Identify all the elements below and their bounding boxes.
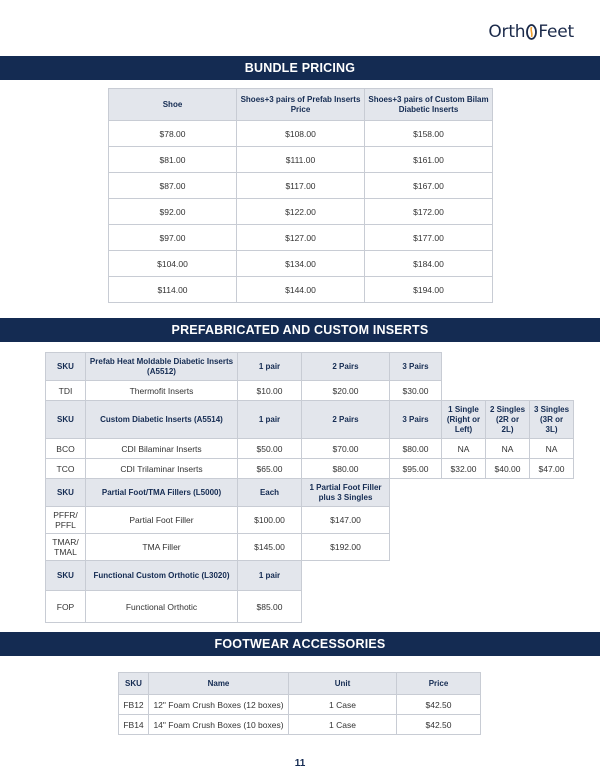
table-cell: $194.00 xyxy=(365,277,493,303)
sku-cell: FOP xyxy=(46,591,86,623)
column-header: 3 Singles (3R or 3L) xyxy=(530,401,574,439)
sku-cell: BCO xyxy=(46,439,86,459)
table-cell: $92.00 xyxy=(109,199,237,225)
table-cell: $42.50 xyxy=(397,695,481,715)
table-cell: $184.00 xyxy=(365,251,493,277)
table-cell: $134.00 xyxy=(237,251,365,277)
table-cell: 1 Case xyxy=(289,715,397,735)
table-cell: $104.00 xyxy=(109,251,237,277)
column-header: Unit xyxy=(289,673,397,695)
partial-header-row xyxy=(46,479,574,507)
table-cell: $100.00 xyxy=(238,507,302,534)
table-cell: $117.00 xyxy=(237,173,365,199)
table-cell: $167.00 xyxy=(365,173,493,199)
bundle-pricing-heading: BUNDLE PRICING xyxy=(0,56,600,80)
column-header: SKU xyxy=(119,673,149,695)
table-cell: $80.00 xyxy=(302,459,390,479)
table-header-row xyxy=(119,673,481,695)
table-row xyxy=(46,459,574,479)
table-cell: $147.00 xyxy=(302,507,390,534)
table-cell: $10.00 xyxy=(238,381,302,401)
column-header: Shoes+3 pairs of Custom Bilam Diabetic Inserts xyxy=(365,89,493,121)
column-header: 1 Single (Right or Left) xyxy=(442,401,486,439)
inserts-table xyxy=(45,352,574,623)
column-header: 1 pair xyxy=(238,401,302,439)
column-header: Functional Custom Orthotic (L3020) xyxy=(86,561,238,591)
table-cell: NA xyxy=(530,439,574,459)
table-cell: $20.00 xyxy=(302,381,390,401)
empty-cell xyxy=(390,479,574,507)
table-row xyxy=(46,591,574,623)
table-cell: $158.00 xyxy=(365,121,493,147)
table-row xyxy=(109,173,493,199)
table-cell: NA xyxy=(442,439,486,459)
accessories-heading: FOOTWEAR ACCESSORIES xyxy=(0,632,600,656)
table-row xyxy=(109,251,493,277)
table-cell: NA xyxy=(486,439,530,459)
sku-cell: TMAR/ TMAL xyxy=(46,534,86,561)
table-cell: $108.00 xyxy=(237,121,365,147)
sku-cell: FB14 xyxy=(119,715,149,735)
column-header: SKU xyxy=(46,401,86,439)
column-header: 2 Pairs xyxy=(302,401,390,439)
table-cell: $50.00 xyxy=(238,439,302,459)
table-cell: $144.00 xyxy=(237,277,365,303)
table-cell: $192.00 xyxy=(302,534,390,561)
table-cell: $114.00 xyxy=(109,277,237,303)
column-header: SKU xyxy=(46,479,86,507)
table-cell: CDI Bilaminar Inserts xyxy=(86,439,238,459)
empty-cell xyxy=(390,534,574,561)
bundle-pricing-table xyxy=(108,88,493,303)
table-cell: $65.00 xyxy=(238,459,302,479)
table-cell: $47.00 xyxy=(530,459,574,479)
sku-cell: TDI xyxy=(46,381,86,401)
page-number: 11 xyxy=(294,758,306,769)
sku-cell: PFFR/ PFFL xyxy=(46,507,86,534)
table-row xyxy=(46,439,574,459)
table-cell: $81.00 xyxy=(109,147,237,173)
table-row xyxy=(119,695,481,715)
column-header: Price xyxy=(397,673,481,695)
table-cell: $97.00 xyxy=(109,225,237,251)
table-cell: $40.00 xyxy=(486,459,530,479)
column-header: Custom Diabetic Inserts (A5514) xyxy=(86,401,238,439)
logo-text-right: Feet xyxy=(538,22,574,42)
table-cell: $85.00 xyxy=(238,591,302,623)
table-cell: $78.00 xyxy=(109,121,237,147)
table-cell: $80.00 xyxy=(390,439,442,459)
table-cell: $42.50 xyxy=(397,715,481,735)
empty-cell xyxy=(390,507,574,534)
column-header: 1 Partial Foot Filler plus 3 Singles xyxy=(302,479,390,507)
column-header: 1 pair xyxy=(238,561,302,591)
column-header: Shoe xyxy=(109,89,237,121)
column-header: Partial Foot/TMA Fillers (L5000) xyxy=(86,479,238,507)
table-cell: $127.00 xyxy=(237,225,365,251)
table-cell: Partial Foot Filler xyxy=(86,507,238,534)
column-header: 2 Pairs xyxy=(302,353,390,381)
functional-header-row xyxy=(46,561,574,591)
empty-cell xyxy=(302,591,574,623)
table-row xyxy=(109,277,493,303)
column-header: 2 Singles (2R or 2L) xyxy=(486,401,530,439)
table-cell: 14" Foam Crush Boxes (10 boxes) xyxy=(149,715,289,735)
column-header: Prefab Heat Moldable Diabetic Inserts (A5512) xyxy=(86,353,238,381)
empty-cell xyxy=(442,353,574,381)
table-cell: Functional Orthotic xyxy=(86,591,238,623)
logo-text-left: Orth xyxy=(488,22,526,42)
table-cell: 12" Foam Crush Boxes (12 boxes) xyxy=(149,695,289,715)
table-cell: TMA Filler xyxy=(86,534,238,561)
table-row xyxy=(46,381,574,401)
table-cell: $177.00 xyxy=(365,225,493,251)
table-cell: $70.00 xyxy=(302,439,390,459)
table-row xyxy=(109,199,493,225)
column-header: 3 Pairs xyxy=(390,353,442,381)
table-row xyxy=(46,534,574,561)
table-cell: $87.00 xyxy=(109,173,237,199)
table-cell: $32.00 xyxy=(442,459,486,479)
table-row xyxy=(46,507,574,534)
empty-cell xyxy=(442,381,574,401)
table-cell: CDI Trilaminar Inserts xyxy=(86,459,238,479)
table-cell: $145.00 xyxy=(238,534,302,561)
orthofeet-logo xyxy=(488,22,574,42)
accessories-table xyxy=(118,672,481,735)
column-header: SKU xyxy=(46,561,86,591)
table-row xyxy=(119,715,481,735)
empty-cell xyxy=(302,561,574,591)
column-header: Shoes+3 pairs of Prefab Inserts Price xyxy=(237,89,365,121)
table-cell: $161.00 xyxy=(365,147,493,173)
column-header: SKU xyxy=(46,353,86,381)
table-header-row xyxy=(109,89,493,121)
column-header: Each xyxy=(238,479,302,507)
table-cell: $30.00 xyxy=(390,381,442,401)
table-cell: 1 Case xyxy=(289,695,397,715)
table-row xyxy=(109,121,493,147)
table-cell: $122.00 xyxy=(237,199,365,225)
sku-cell: FB12 xyxy=(119,695,149,715)
prefab-header-row xyxy=(46,353,574,381)
custom-header-row xyxy=(46,401,574,439)
foot-logo-icon xyxy=(526,24,537,40)
table-cell: $95.00 xyxy=(390,459,442,479)
table-row xyxy=(109,147,493,173)
table-cell: $111.00 xyxy=(237,147,365,173)
table-cell: $172.00 xyxy=(365,199,493,225)
column-header: 3 Pairs xyxy=(390,401,442,439)
sku-cell: TCO xyxy=(46,459,86,479)
column-header: Name xyxy=(149,673,289,695)
table-row xyxy=(109,225,493,251)
column-header: 1 pair xyxy=(238,353,302,381)
table-cell: Thermofit Inserts xyxy=(86,381,238,401)
inserts-heading: PREFABRICATED AND CUSTOM INSERTS xyxy=(0,318,600,342)
